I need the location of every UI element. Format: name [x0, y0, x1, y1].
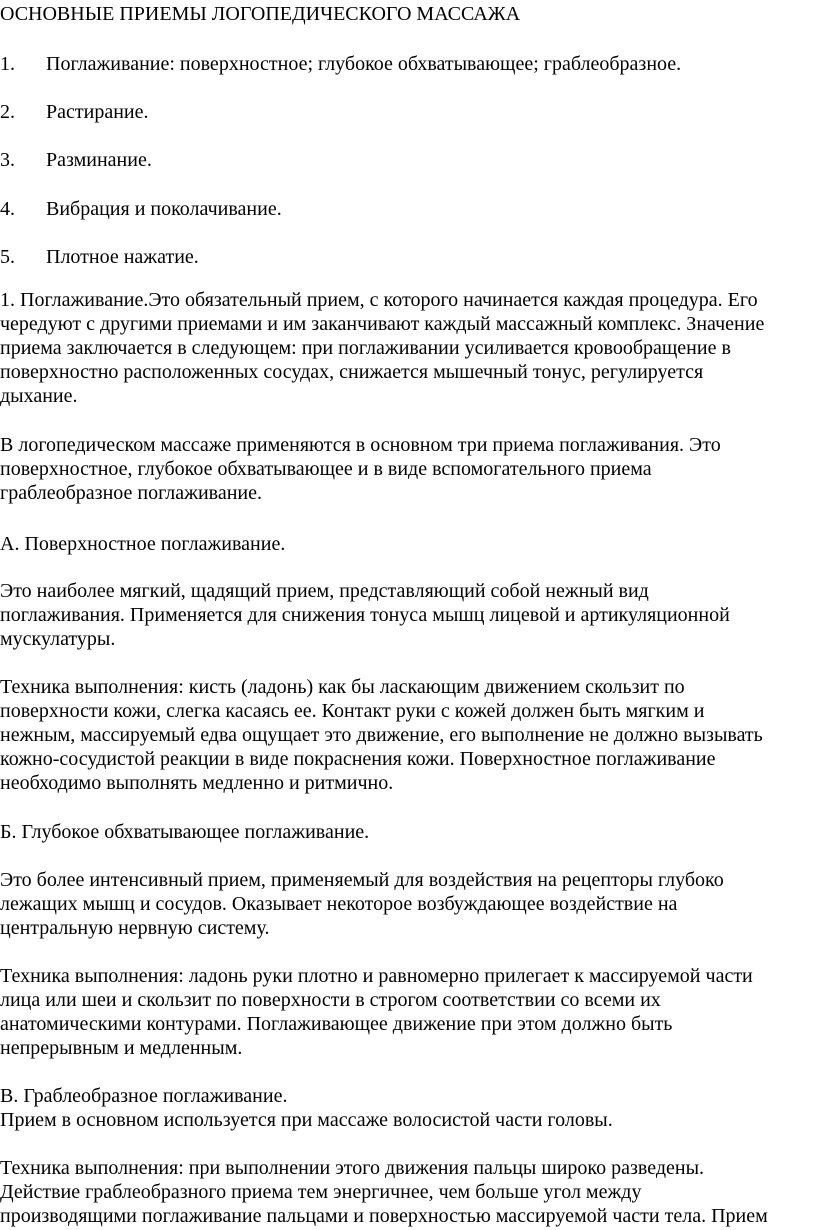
text-line: поверхностное, глубокое обхватывающее и в виде вспомогательного приема — [0, 458, 652, 480]
paragraph-three-techniques — [0, 433, 816, 505]
list-item-text: Растирание. — [46, 101, 149, 123]
text-line: мускулатуры. — [0, 628, 116, 650]
text-line: лежащих мышц и сосудов. Оказывает некоторое возбуждающее воздействие на — [0, 893, 678, 915]
list-item — [0, 197, 816, 221]
text-line: 1. Поглаживание.Это обязательный прием, с которого начинается каждая процедура. Его — [0, 289, 758, 311]
text-line: анатомическими контурами. Поглаживающее движение при этом должно быть — [0, 1013, 673, 1035]
text-line: В логопедическом массаже применяются в основном три приема поглаживания. Это — [0, 434, 721, 456]
text-line: чередуют с другими приемами и им заканчивают каждый массажный комплекс. Значение — [0, 313, 765, 335]
paragraph-superficial-technique — [0, 675, 816, 795]
text-line: Это наиболее мягкий, щадящий прием, представляющий собой нежный вид — [0, 580, 649, 602]
paragraph-deep-technique — [0, 964, 816, 1060]
text-line: приема заключается в следующем: при поглаживании усиливается кровообращение в — [0, 337, 731, 359]
list-item-text: Разминание. — [46, 149, 152, 171]
text-line: нежным, массируемый едва ощущает это движение, его выполнение не должно вызывать — [0, 724, 763, 746]
text-line: поверхностно расположенных сосудах, снижается мышечный тонус, регулируется — [0, 361, 704, 383]
paragraph-stroking-intro — [0, 288, 816, 408]
text-line: лица или шеи и скользит по поверхности в строгом соответствии со всеми их — [0, 989, 661, 1011]
list-item-number: 2. — [0, 101, 15, 123]
list-item-number: 3. — [0, 149, 15, 171]
text-line: необходимо выполнять медленно и ритмично. — [0, 772, 394, 794]
list-item-text: Вибрация и поколачивание. — [46, 198, 282, 220]
list-item — [0, 148, 816, 172]
text-line: центральную нервную систему. — [0, 917, 270, 939]
list-item-number: 5. — [0, 246, 15, 268]
text-line: производящими поглаживание пальцами и поверхностью массируемой части тела. Прием — [0, 1205, 768, 1227]
list-item — [0, 245, 816, 269]
list-item-text: Плотное нажатие. — [46, 246, 199, 268]
section-heading-v: В. Граблеобразное поглаживание. — [0, 1085, 288, 1107]
list-item-text: Поглаживание: поверхностное; глубокое обхватывающее; граблеобразное. — [46, 53, 682, 75]
text-line: непрерывным и медленным. — [0, 1037, 243, 1059]
text-line: Техника выполнения: ладонь руки плотно и равномерно прилегает к массируемой части — [0, 965, 753, 987]
text-line: дыхание. — [0, 385, 78, 407]
list-item-number: 1. — [0, 53, 15, 75]
section-heading-a: А. Поверхностное поглаживание. — [0, 533, 286, 555]
paragraph-rake-technique — [0, 1156, 816, 1228]
text-line: поверхности кожи, слегка касаясь ее. Контакт руки с кожей должен быть мягким и — [0, 700, 705, 722]
text-line: Прием в основном используется при массаже волосистой части головы. — [0, 1109, 613, 1131]
document-title: ОСНОВНЫЕ ПРИЕМЫ ЛОГОПЕДИЧЕСКОГО МАССАЖА — [0, 3, 521, 25]
paragraph-superficial-description — [0, 579, 816, 651]
text-line: Действие граблеобразного приема тем энергичнее, чем больше угол между — [0, 1181, 642, 1203]
text-line: поглаживания. Применяется для снижения тонуса мышц лицевой и артикуляционной — [0, 604, 730, 626]
list-item — [0, 52, 816, 76]
text-line: Техника выполнения: кисть (ладонь) как бы ласкающим движением скользит по — [0, 676, 685, 698]
list-item-number: 4. — [0, 198, 15, 220]
text-line: граблеобразное поглаживание. — [0, 482, 263, 504]
text-line: Техника выполнения: при выполнении этого движения пальцы широко разведены. — [0, 1157, 705, 1179]
section-heading-b: Б. Глубокое обхватывающее поглаживание. — [0, 821, 370, 843]
paragraph-deep-description — [0, 868, 816, 940]
list-item — [0, 100, 816, 124]
paragraph-rake-description — [0, 1108, 816, 1132]
text-line: кожно-сосудистой реакции в виде покраснения кожи. Поверхностное поглаживание — [0, 748, 716, 770]
text-line: Это более интенсивный прием, применяемый для воздействия на рецепторы глубоко — [0, 869, 724, 891]
